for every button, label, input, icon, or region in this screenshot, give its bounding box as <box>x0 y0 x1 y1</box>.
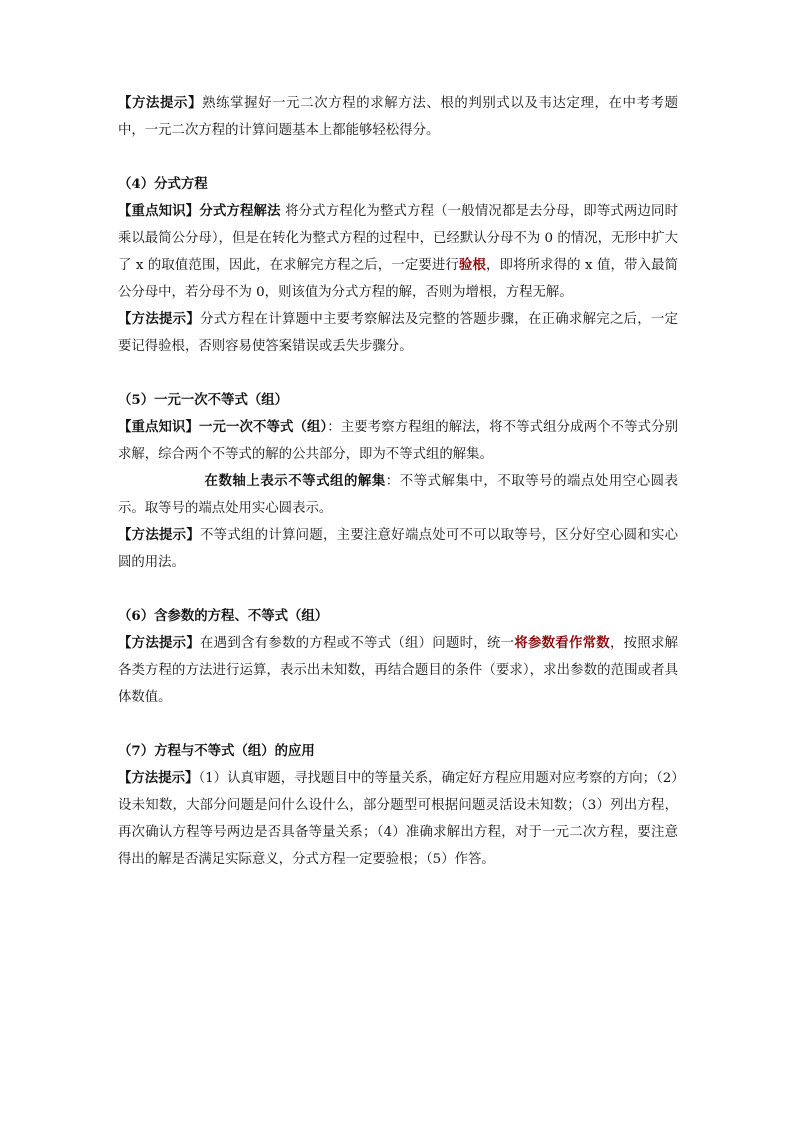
section-7-heading-text: （7）方程与不等式（组）的应用 <box>118 743 315 759</box>
spacer <box>118 576 678 603</box>
highlight-term: 验根 <box>458 257 486 273</box>
section-6-heading <box>118 603 678 630</box>
section-7-heading <box>118 738 678 765</box>
section-6-heading-text: （6）含参数的方程、不等式（组） <box>118 608 329 624</box>
method-tip-tag: 【方法提示】 <box>118 527 200 543</box>
key-term: 在数轴上表示不等式组的解集 <box>204 473 386 489</box>
method-tip-tag: 【方法提示】 <box>118 635 200 651</box>
section-5-heading <box>118 387 678 414</box>
method-tip-text-cont: ，按照求解各类方程的方法进行运算，表示出未知数，再结合题目的条件（要求），求出参数的范围或者具体数值。 <box>118 636 679 705</box>
spacer <box>118 711 678 738</box>
method-tip-paragraph <box>118 90 678 144</box>
spacer <box>118 360 678 387</box>
section-4-heading-text: （4）分式方程 <box>118 176 208 192</box>
method-tip-tag: 【方法提示】 <box>118 95 203 111</box>
key-knowledge-text: ：不等式解集中，不取等号的端点处用空心圆表示。取等号的端点处用实心圆表示。 <box>118 474 679 516</box>
spacer <box>118 144 678 171</box>
key-term: 一元一次不等式（组） <box>198 419 328 435</box>
method-tip-text: （1）认真审题，寻找题目中的等量关系，确定好方程应用题对应考察的方向；（2）设未知数，大部分问题是问什么设什么，部分题型可根据问题灵活设未知数；（3）列出方程，再次确认方程等号两边是否具备等量关系；（4）准确求解出方程，对于一元二次方程，要注意得出的解是否满足实际意义，分式方程一定要验根；（5）作答。 <box>118 771 679 867</box>
key-knowledge-tag: 【重点知识】 <box>118 203 200 219</box>
section-5-heading-text: （5）一元一次不等式（组） <box>118 392 289 408</box>
section-4-method-tip <box>118 306 678 360</box>
section-4-heading <box>118 171 678 198</box>
method-tip-text: 不等式组的计算问题，主要注意好端点处可不可以取等号，区分好空心圆和实心圆的用法。 <box>118 528 679 570</box>
method-tip-text: 分式方程在计算题中主要考察解法及完整的答题步骤，在正确求解完之后，一定要记得验根，否则容易使答案错误或丢失步骤分。 <box>118 312 679 354</box>
section-4-key-knowledge <box>118 198 678 306</box>
key-knowledge-text: ：主要考察方程组的解法，将不等式组分成两个不等式分别求解，综合两个不等式的解的公共部分，即为不等式组的解集。 <box>118 420 678 462</box>
section-5-key-knowledge-2 <box>118 468 678 522</box>
method-tip-text: 在遇到含有参数的方程或不等式（组）问题时，统一 <box>200 636 515 651</box>
key-knowledge-text-cont: ，即将所求得的 x 值，带入最简公分母中，若分母不为 0，则该值为分式方程的解，否则为增根，方程无解。 <box>118 258 678 300</box>
document-page <box>118 90 678 873</box>
key-term: 分式方程解法 <box>199 203 281 219</box>
key-knowledge-text: 将分式方程化为整式方程（一般情况都是去分母，即等式两边同时乘以最简公分母），但是在转化为整式方程的过程中，已经默认分母不为 0 的情况，无形中扩大了 x 的取值范围，因此，在求解完方程之后，一定要进行 <box>118 204 678 273</box>
highlight-term: 将参数看作常数 <box>514 635 610 651</box>
section-5-key-knowledge <box>118 414 678 468</box>
key-knowledge-tag: 【重点知识】 <box>118 419 199 435</box>
method-tip-tag: 【方法提示】 <box>118 770 199 786</box>
section-7-method-tip <box>118 765 678 873</box>
section-6-method-tip <box>118 630 678 711</box>
section-5-method-tip <box>118 522 678 576</box>
method-tip-tag: 【方法提示】 <box>118 311 200 327</box>
method-tip-text: 熟练掌握好一元二次方程的求解方法、根的判别式以及韦达定理，在中考考题中，一元二次方程的计算问题基本上都能够轻松得分。 <box>118 96 678 138</box>
